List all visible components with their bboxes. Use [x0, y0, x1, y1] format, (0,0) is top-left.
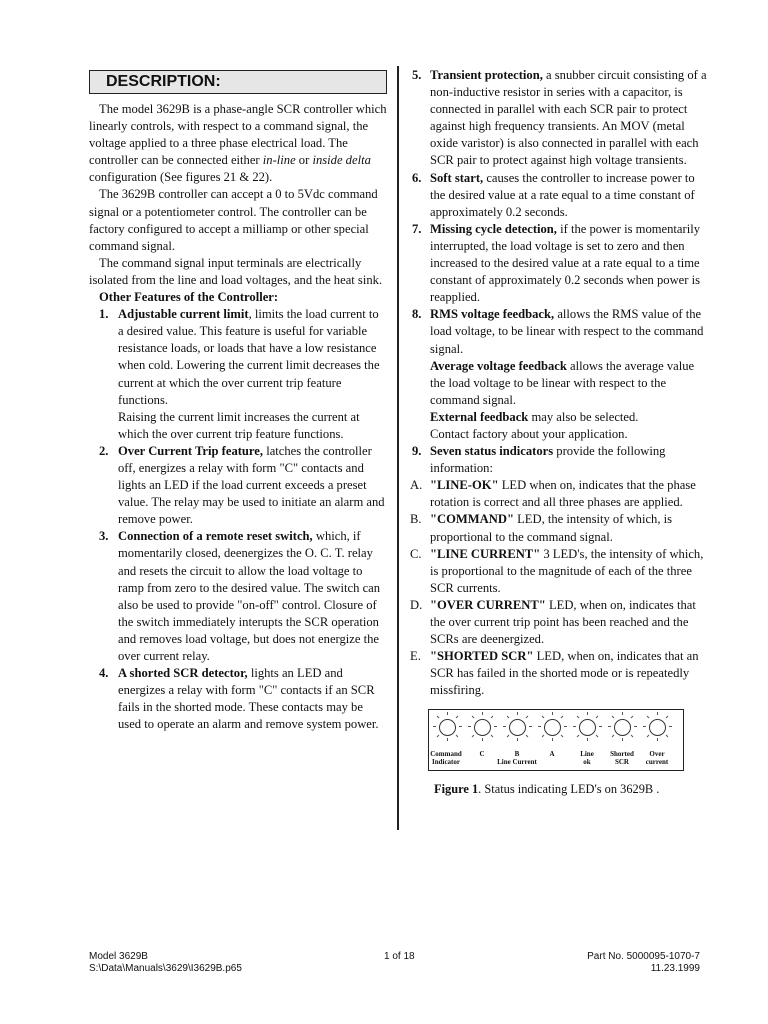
- isolation-paragraph: The command signal input terminals are electrically isolated from the line and load voltages, and the heat sink.: [89, 255, 383, 287]
- status-item-a: A. "LINE-OK" LED when on, indicates that the phase rotation is correct and all three phases are applied.: [410, 478, 696, 510]
- right-column: [410, 67, 710, 799]
- average-feedback-paragraph: Average voltage feedback allows the average value the load voltage to be linear with respect to the command signal.: [430, 358, 695, 407]
- feature-item-8: 8. RMS voltage feedback, allows the RMS value of the load voltage, to be linear with respect to the command signal.: [412, 307, 704, 356]
- feature-item-1-extra: Raising the current limit increases the current at which the over current trip feature functions.: [118, 409, 360, 441]
- feature-item-5: 5. Transient protection, a snubber circuit consisting of a non-inductive resistor in series with a capacitor, is connected in parallel with each SCR pair to protect against high frequency transients. An MOV (metal oxide varistor) is also connected in parallel with each SCR pair to protect against high voltage transients.: [412, 68, 707, 168]
- feature-item-4: 4. A shorted SCR detector, lights an LED and energizes a relay with form "C" contacts if an SCR fails in the shorted mode. These contacts may be used to operate an alarm and remove system power.: [99, 666, 379, 732]
- command-signal-paragraph: The 3629B controller can accept a 0 to 5Vdc command signal or a potentiometer control. The controller can be factory configured to accept a milliamp or other special command signal.: [89, 187, 378, 253]
- feature-item-2: 2. Over Current Trip feature, latches the controller off, energizes a relay with form "C" contacts and lights an LED if the load current exceeds a preset value. The relay may be used to initiate an alarm and remove power.: [99, 443, 385, 527]
- contact-factory-text: Contact factory about your application.: [430, 426, 628, 441]
- feature-item-1: 1. Adjustable current limit, limits the load current to a desired value. This feature is useful for variable resistance loads, or loads that have a low resistance when cold. Lowering the current limit decreases the current at which the over current trip feature functions. Raising the current limit increases the current at which the over current trip feature functions.: [89, 306, 387, 443]
- command-indicator-label: Command Indicator: [430, 750, 462, 767]
- line-current-label: B Line Current: [497, 750, 537, 767]
- status-led-figure: [428, 709, 684, 771]
- column-divider: [397, 66, 399, 830]
- status-item-b: B. "COMMAND" LED, the intensity of which, is proportional to the command signal.: [410, 512, 673, 544]
- feature-item-3: 3. Connection of a remote reset switch, which, if momentarily closed, deenergizes the O. C. T. relay and resets the circuit to allow the load voltage to ramp from zero to the desired value. The switch can also be used to provide "on-off" control. Closure of the switch immediately interupts the SCR operation and removes load voltage, but does not energize the over current relay.: [99, 529, 381, 663]
- status-item-c: C. "LINE CURRENT" 3 LED's, the intensity of which, is proportional to the magnitude of each of the three SCR currents.: [410, 546, 704, 595]
- footer-page-number: 1 of 18: [384, 951, 415, 962]
- line-ok-label: Line ok: [580, 750, 594, 767]
- feature-item-9: 9. Seven status indicators provide the following information:: [412, 444, 666, 476]
- feature-item-6: 6. Soft start, causes the controller to increase power to the desired value at a rate equal to a time constant of approximately 0.2 seconds.: [412, 170, 695, 219]
- footer-right: [540, 951, 700, 975]
- status-item-d: D. "OVER CURRENT" LED, when on, indicates that the over current trip point has been reached and the SCRs are deenergized.: [410, 597, 696, 647]
- footer-file-path: S:\Data\Manuals\3629\I3629B.p65: [89, 963, 242, 974]
- shorted-scr-label: Shorted SCR: [610, 750, 634, 767]
- figure-caption: Figure 1. Status indicating LED's on 3629B .: [434, 782, 660, 797]
- external-feedback-paragraph: External feedback may also be selected.: [430, 409, 639, 424]
- description-heading: DESCRIPTION:: [89, 70, 387, 94]
- left-column: [89, 70, 387, 733]
- status-item-e: E. "SHORTED SCR" LED, when on, indicates that an SCR has failed in the shorted mode or is repeatedly missfiring.: [410, 649, 699, 698]
- footer-left: [89, 951, 242, 975]
- footer-date: 11.23.1999: [650, 963, 700, 974]
- feature-item-7: 7. Missing cycle detection, if the power is momentarily interrupted, the load voltage is set to zero and then increased to the desired value at a rate equal to a time constant of approximately 0.2 seconds when power is reapplied.: [412, 221, 701, 305]
- a-label: A: [549, 750, 555, 759]
- over-current-label: Over current: [645, 750, 669, 767]
- c-label: C: [479, 750, 485, 759]
- features-heading: Other Features of the Controller:: [99, 290, 279, 305]
- intro-paragraph: The model 3629B is a phase-angle SCR controller which linearly controls, with respect to a command signal, the voltage applied to a three phase electrical load. The controller can be connected either in-line or inside delta configuration (See figures 21 & 22).: [89, 102, 387, 185]
- footer-model: Model 3629B: [89, 951, 148, 962]
- footer-part-number: Part No. 5000095-1070-7: [587, 951, 700, 962]
